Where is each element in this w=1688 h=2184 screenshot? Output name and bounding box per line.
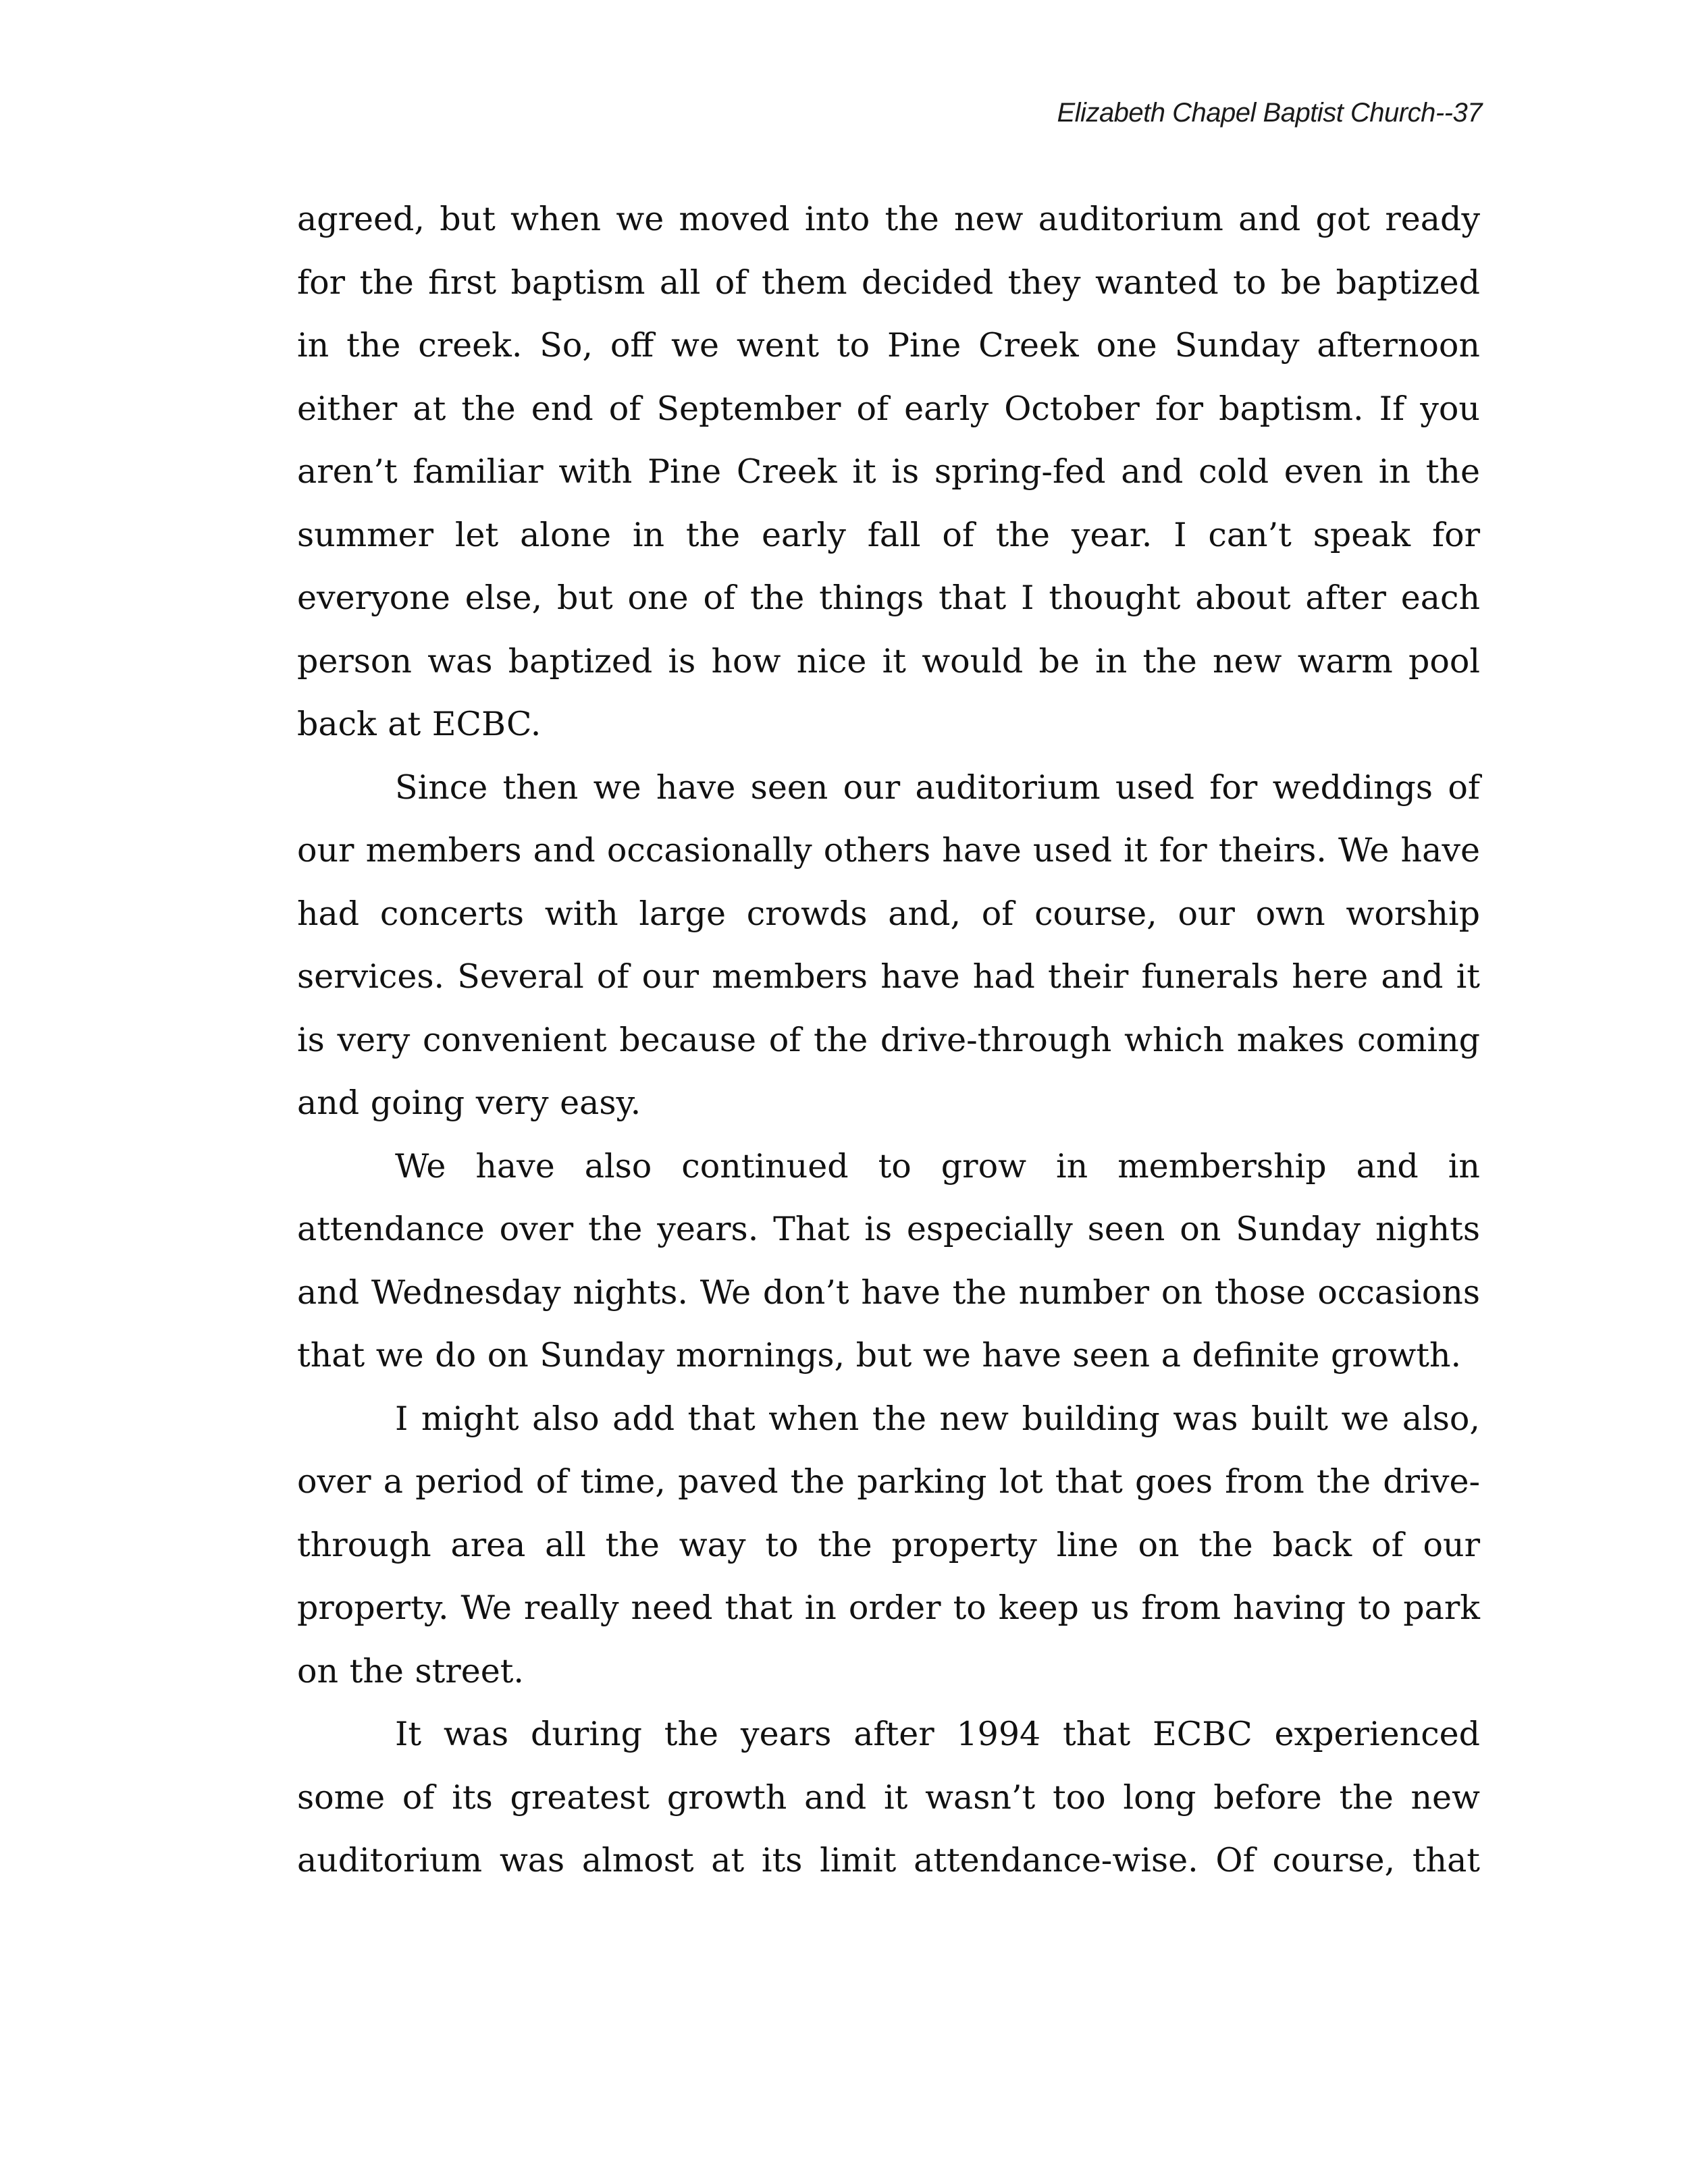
paragraph-baptism-creek: agreed, but when we moved into the new auditorium and got ready for the first baptism all of them decided they wanted to be baptized in the creek. So, off we went to Pine Creek one Sunday afternoon either at the end of September of early October for baptism. If you aren’t familiar with Pine Creek it is spring-fed and cold even in the summer let alone in the early fall of the year. I can’t speak for everyone else, but one of the things that I thought about after each person was baptized is how nice it would be in the new warm pool back at ECBC.: [297, 200, 1480, 743]
paragraph-auditorium-uses: Since then we have seen our auditorium used for weddings of our members and occasionally others have used it for theirs. We have had concerts with large crowds and, of course, our own worship services. Several of our members have had their funerals here and it is very convenient because of the drive-through which makes coming and going very easy.: [297, 768, 1480, 1122]
paragraph-membership-growth: We have also continued to grow in membership and in attendance over the years. That is especially seen on Sunday nights and Wednesday nights. We don’t have the number on those occasions that we do on Sunday mornings, but we have seen a definite growth.: [297, 1146, 1480, 1375]
running-header: Elizabeth Chapel Baptist Church--37: [1057, 98, 1482, 128]
paragraph-parking-lot: I might also add that when the new building was built we also, over a period of time, paved the parking lot that goes from the drive-through area all the way to the property line on the back of our property. We really need that in order to keep us from having to park on the street.: [297, 1399, 1480, 1690]
paragraph-growth-after-1994: It was during the years after 1994 that ECBC experienced some of its greatest growth and it wasn’t too long before the new auditorium was almost at its limit attendance-wise. Of course, that: [297, 1715, 1480, 1880]
body-text: [297, 188, 1480, 1892]
